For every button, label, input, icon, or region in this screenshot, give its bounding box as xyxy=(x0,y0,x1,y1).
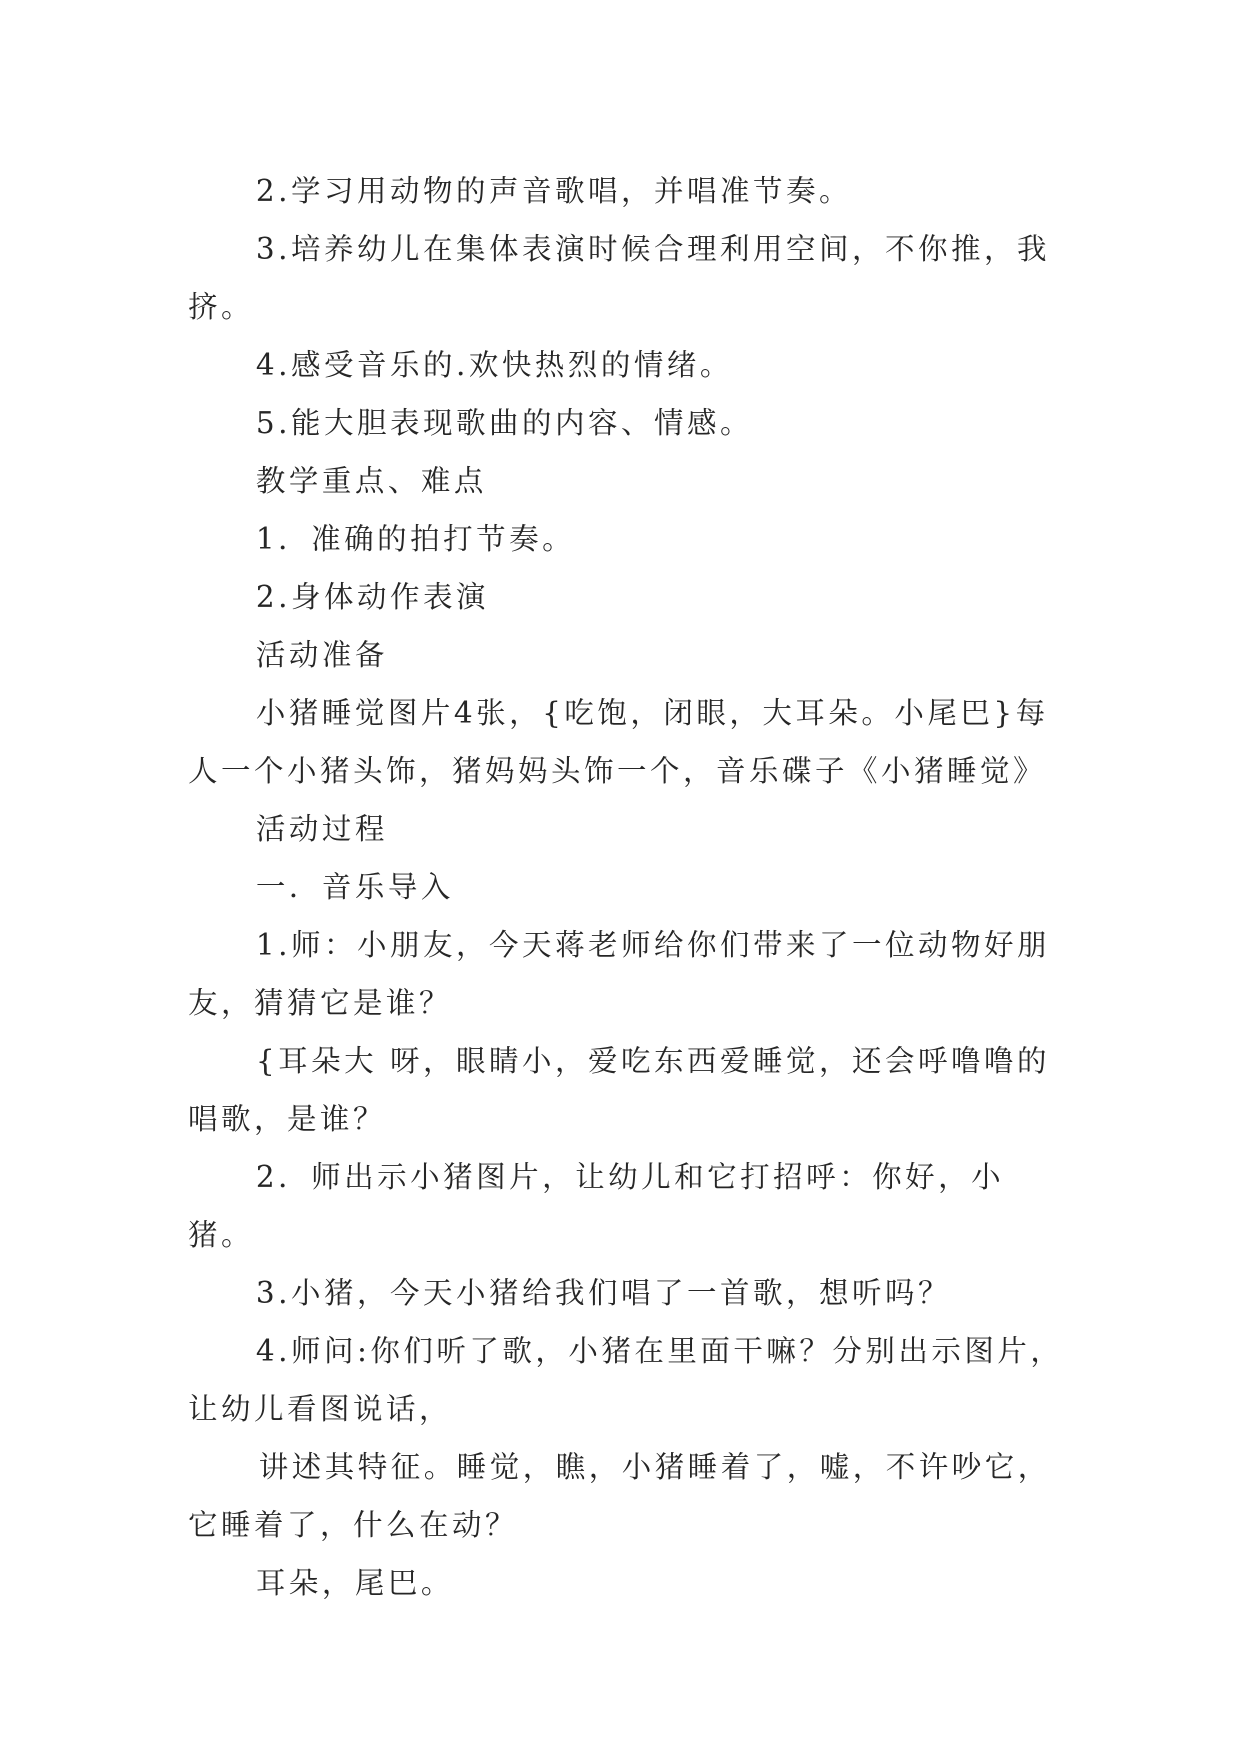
paragraph-key-point-2: 2.身体动作表演 xyxy=(255,580,489,614)
paragraph-step-3: 3.小猪，今天小猪给我们唱了一首歌，想听吗？ xyxy=(255,1276,951,1310)
paragraph-goal-4: 4.感受音乐的.欢快热烈的情绪。 xyxy=(255,348,733,382)
paragraph-goal-5: 5.能大胆表现歌曲的内容、情感。 xyxy=(255,406,753,440)
paragraph-step-4: 4.师问:你们听了歌，小猪在里面干嘛？分别出示图片，让幼儿看图说话， xyxy=(188,1334,1064,1426)
paragraph-preparation: 小猪睡觉图片4张，{吃饱，闭眼，大耳朵。小尾巴}每人一个小猪头饰，猪妈妈头饰一个，音乐碟子《小猪睡觉》 xyxy=(188,696,1049,788)
paragraph-key-point-1: 1．准确的拍打节奏。 xyxy=(255,522,576,556)
paragraph-features: 讲述其特征。睡觉，瞧，小猪睡着了，嘘，不许吵它，它睡着了，什么在动？ xyxy=(188,1450,1051,1542)
section-heading-key-points: 教学重点、难点 xyxy=(255,464,487,498)
paragraph-riddle: {耳朵大 呀，眼睛小，爱吃东西爱睡觉，还会呼噜噜的唱歌，是谁？ xyxy=(188,1044,1050,1136)
paragraph-step-2: 2．师出示小猪图片，让幼儿和它打招呼：你好，小猪。 xyxy=(188,1160,1005,1252)
document-body xyxy=(188,162,1068,1612)
section-heading-preparation: 活动准备 xyxy=(255,638,388,672)
paragraph-music-intro: 一．音乐导入 xyxy=(255,870,454,904)
paragraph-goal-2: 2.学习用动物的声音歌唱，并唱准节奏。 xyxy=(255,174,852,208)
paragraph-answer: 耳朵，尾巴。 xyxy=(255,1566,454,1600)
section-heading-process: 活动过程 xyxy=(255,812,388,846)
paragraph-goal-3: 3.培养幼儿在集体表演时候合理利用空间，不你推，我挤。 xyxy=(188,232,1050,324)
paragraph-step-1: 1.师：小朋友，今天蒋老师给你们带来了一位动物好朋友，猜猜它是谁？ xyxy=(188,928,1050,1020)
